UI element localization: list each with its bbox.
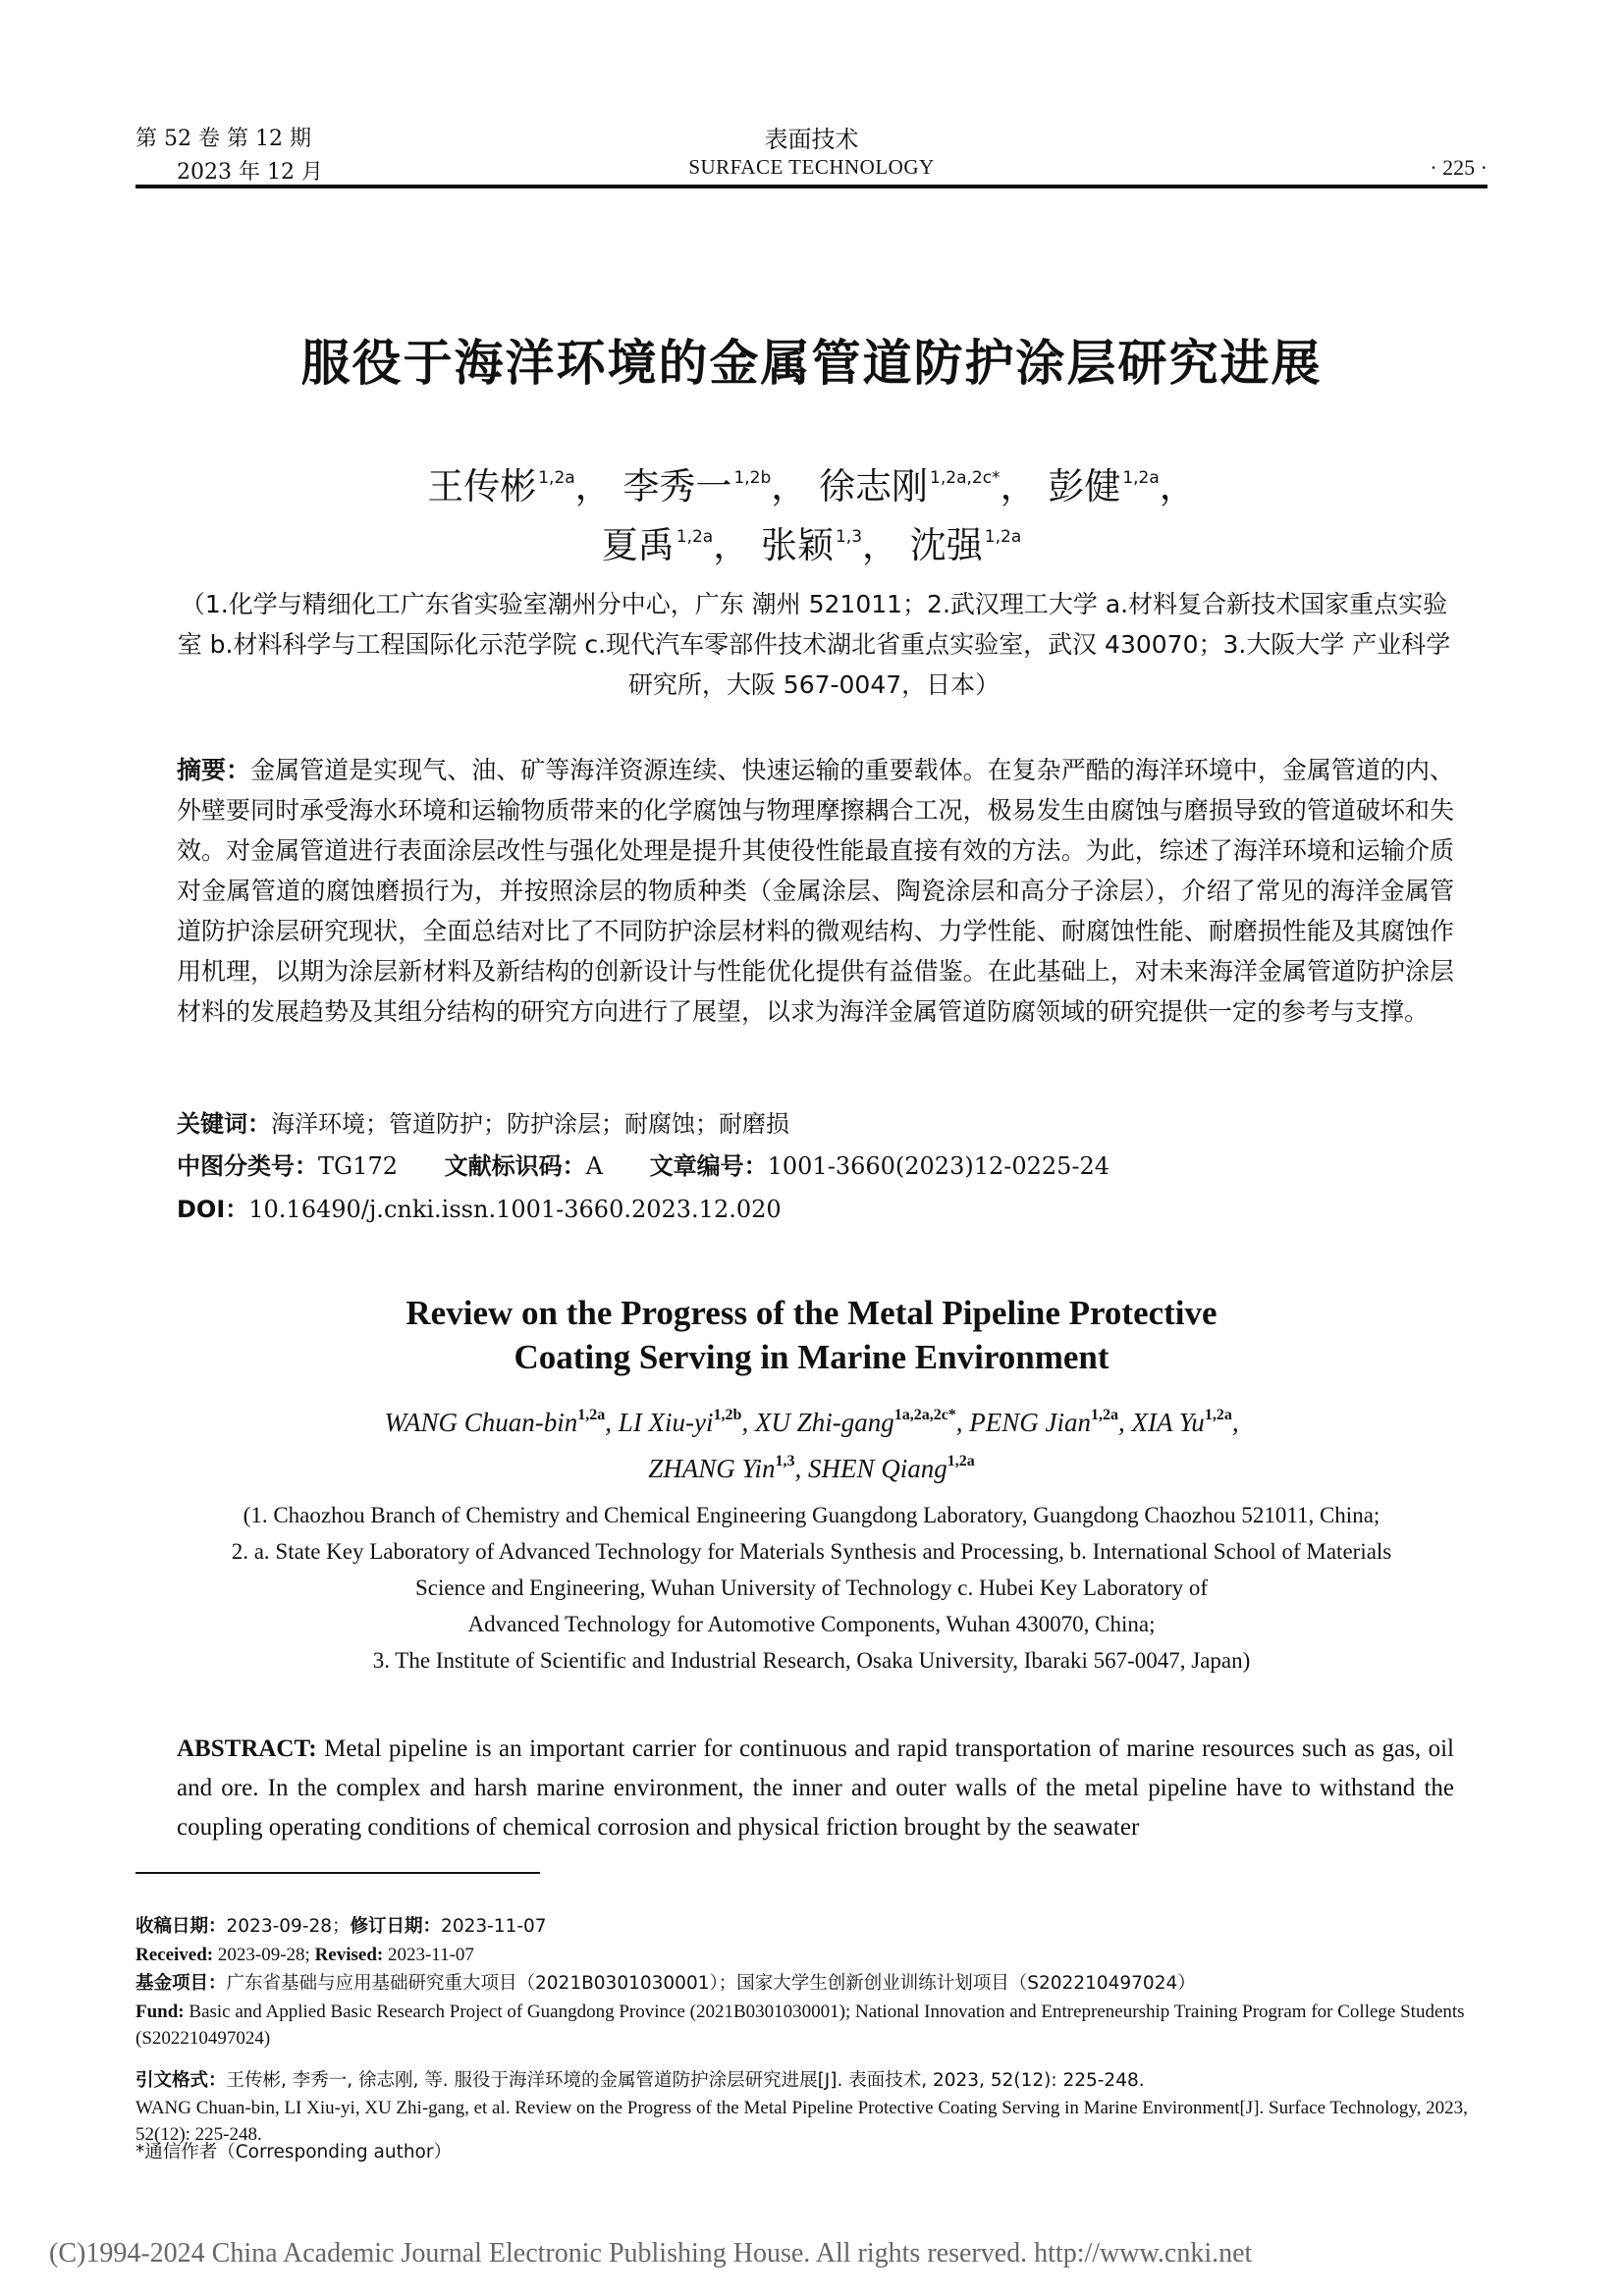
header-rule [135, 185, 1488, 188]
title-en [0, 1291, 1623, 1379]
authors-cn-line-1 [0, 456, 1623, 509]
author-sup: 1,2a [947, 1453, 975, 1469]
author-cn: 夏禹 [601, 524, 675, 566]
author-cn: 彭健 [1048, 465, 1121, 507]
doi-value: 10.16490/j.cnki.issn.1001-3660.2023.12.020 [248, 1196, 782, 1223]
author-sep: ， [771, 465, 808, 507]
footnote-citation-en: WANG Chuan-bin, LI Xiu-yi, XU Zhi-gang, et al. Review on the Progress of the Metal Pipeline Protective Coating Serving in Marine Environment[J]. Surface Technology, 2023, 52(12): 225-248. [135, 2098, 1468, 2145]
received-en-date: 2023-09-28; [213, 1945, 315, 1965]
affiliation-en-line: 3. The Institute of Scientific and Industrial Research, Osaka University, Ibaraki 567-0047, Japan) [372, 1648, 1251, 1673]
author-sep: ， [574, 465, 612, 507]
author-cn: 徐志刚 [819, 465, 929, 507]
author-sep: ， [862, 524, 899, 566]
authors-cn-line-2 [0, 515, 1623, 568]
article-number-label: 文章编号： [649, 1152, 768, 1180]
author-sep: , [741, 1408, 755, 1437]
author-sup: 1,2a,2c* [930, 468, 1001, 488]
author-en: LI Xiu-yi [618, 1408, 714, 1437]
title-cn: 服役于海洋环境的金属管道防护涂层研究进展 [300, 335, 1323, 392]
author-en: WANG Chuan-bin [384, 1408, 578, 1437]
author-en: PENG Jian [969, 1408, 1092, 1437]
title-en-line: Review on the Progress of the Metal Pipeline Protective [406, 1294, 1217, 1332]
author-en: XIA Yu [1131, 1408, 1205, 1437]
fund-en-label: Fund: [135, 2002, 185, 2022]
classification-line [177, 1147, 1454, 1181]
authors-en-line-1 [0, 1396, 1623, 1442]
footnote-citation-cn [135, 2067, 1488, 2094]
author-sup: 1,2a [1091, 1407, 1119, 1423]
author-sup: 1,2b [733, 468, 772, 488]
fund-cn-label: 基金项目： [135, 1973, 227, 1994]
page-number: · 225 · [1430, 155, 1488, 180]
author-en: ZHANG Yin [648, 1454, 776, 1483]
journal-name-cn: 表面技术 [764, 126, 859, 153]
affiliation-en-line: 2. a. State Key Laboratory of Advanced Technology for Materials Synthesis and Processing, b. International School of Materials [231, 1539, 1392, 1564]
author-sup: 1,2a [1122, 468, 1160, 488]
author-sup: 1,3 [775, 1453, 795, 1469]
footnote-received-en [135, 1942, 1488, 1968]
author-sup: 1,2a [577, 1407, 606, 1423]
footnote-corresponding-author: *通信作者（Corresponding author） [135, 2142, 452, 2163]
authors-en [0, 1396, 1623, 1488]
clc-label: 中图分类号： [177, 1152, 318, 1180]
author-sep: , [605, 1408, 619, 1437]
footnote-fund-en [135, 1999, 1488, 2052]
author-sup: 1,2a [538, 468, 575, 488]
authors-en-line-2 [0, 1442, 1623, 1488]
doi-label: DOI： [177, 1196, 249, 1223]
author-sup: 1,3 [835, 527, 863, 547]
fund-en-text: Basic and Applied Basic Research Project of Guangdong Province (2021B0301030001); National Innovation and Entrepreneurship Training Program for College Students (S202210497024) [135, 2002, 1465, 2049]
keywords-label: 关键词： [177, 1110, 271, 1138]
volume-issue: 第 52 卷 第 12 期 [135, 127, 311, 151]
article-number-value: 1001-3660(2023)12-0225-24 [767, 1152, 1110, 1180]
affiliation-en-line: (1. Chaozhou Branch of Chemistry and Chemical Engineering Guangdong Laboratory, Guangdong Chaozhou 521011, China; [243, 1503, 1380, 1527]
author-sup: 1,2b [713, 1407, 742, 1423]
author-cn: 李秀一 [622, 465, 732, 507]
footnote-received-cn [135, 1913, 1488, 1940]
journal-name-en: SURFACE TECHNOLOGY [688, 155, 935, 179]
received-cn-label: 收稿日期： [135, 1916, 227, 1937]
fund-cn-text: 广东省基础与应用基础研究重大项目（2021B0301030001）；国家大学生创新创业训练计划项目（S202210497024） [226, 1973, 1196, 1994]
running-header [135, 116, 1488, 185]
abstract-cn-text: 金属管道是实现气、油、矿等海洋资源连续、快速运输的重要载体。在复杂严酷的海洋环境中，金属管道的内、外壁要同时承受海水环境和运输物质带来的化学腐蚀与物理摩擦耦合工况，极易发生由腐蚀与磨损导致的管道破坏和失效。对金属管道进行表面涂层改性与强化处理是提升其使役性能最直接有效的方法。为此，综述了海洋环境和运输介质对金属管道的腐蚀磨损行为，并按照涂层的物质种类（金属涂层、陶瓷涂层和高分子涂层），介绍了常见的海洋金属管道防护涂层研究现状，全面总结对比了不同防护涂层材料的微观结构、力学性能、耐腐蚀性能、耐磨损性能及其腐蚀作用机理，以期为涂层新材料及新结构的创新设计与性能优化提供有益借鉴。在此基础上，对未来海洋金属管道防护涂层材料的发展趋势及其组分结构的研究方向进行了展望，以求为海洋金属管道防腐领域的研究提供一定的参考与支撑。 [177, 756, 1454, 1026]
copyright-watermark: (C)1994-2024 China Academic Journal Electronic Publishing House. All rights reserved. http://www.cnki.net [49, 2238, 1253, 2269]
author-cn: 沈强 [909, 524, 983, 566]
author-sup: 1,2a [984, 527, 1022, 547]
revised-cn-date: 2023-11-07 [441, 1916, 547, 1937]
affiliation-cn: （1.化学与精细化工广东省实验室潮州分中心，广东 潮州 521011；2.武汉理工大学 a.材料复合新技术国家重点实验室 b.材料科学与工程国际化示范学院 c.现代汽车零部件技术湖北省重点实验室，武汉 430070；3.大阪大学 产业科学研究所，大阪 567-0047，日本） [177, 590, 1451, 699]
author-sup: 1a,2a,2c* [893, 1407, 956, 1423]
doi-line [177, 1190, 1454, 1224]
affiliation-en-line: Advanced Technology for Automotive Components, Wuhan 430070, China; [467, 1612, 1156, 1636]
revised-cn-label: 修订日期： [350, 1916, 442, 1937]
clc-value: TG172 [318, 1152, 398, 1180]
author-sup: 1,2a [676, 527, 714, 547]
affiliation-en-line: Science and Engineering, Wuhan University of Technology c. Hubei Key Laboratory of [414, 1575, 1209, 1600]
doc-code-label: 文献标识码： [444, 1152, 586, 1180]
abstract-cn [177, 750, 1454, 1032]
author-cn: 王传彬 [427, 465, 537, 507]
abstract-en-label: ABSTRACT: [177, 1735, 317, 1762]
author-sep: , [794, 1454, 809, 1483]
doc-code-value: A [585, 1152, 603, 1180]
footnote-fund-cn [135, 1970, 1488, 1997]
author-en: XU Zhi-gang [754, 1408, 894, 1437]
abstract-cn-label: 摘要： [177, 756, 251, 784]
issue-date: 2023 年 12 月 [177, 160, 323, 185]
affiliation-en [167, 1497, 1456, 1679]
author-sep: , [955, 1408, 970, 1437]
author-en: SHEN Qiang [808, 1454, 947, 1483]
author-sep: , [1118, 1408, 1132, 1437]
footnote-rule [135, 1872, 540, 1874]
author-sup: 1,2a [1204, 1407, 1232, 1423]
author-sep: , [1231, 1408, 1239, 1437]
revised-en-label: Revised: [314, 1945, 384, 1965]
received-en-label: Received: [135, 1945, 214, 1965]
citation-cn-label: 引文格式： [135, 2070, 227, 2091]
abstract-en-text: Metal pipeline is an important carrier for continuous and rapid transportation of marine resources such as gas, oil and ore. In the complex and harsh marine environment, the inner and outer walls of the metal pipeline have to withstand the coupling operating conditions of chemical corrosion and physical friction brought by the seawater [177, 1735, 1454, 1841]
author-sep: ， [713, 524, 750, 566]
abstract-en [177, 1730, 1454, 1847]
author-sep: ， [1000, 465, 1037, 507]
title-en-line: Coating Serving in Marine Environment [514, 1338, 1109, 1376]
citation-cn-text: 王传彬, 李秀一, 徐志刚, 等. 服役于海洋环境的金属管道防护涂层研究进展[J]. 表面技术, 2023, 52(12): 225-248. [226, 2070, 1145, 2091]
revised-en-date: 2023-11-07 [383, 1945, 474, 1965]
author-cn: 张颖 [760, 524, 834, 566]
received-cn-date: 2023-09-28； [226, 1916, 351, 1937]
keywords-text: 海洋环境；管道防护；防护涂层；耐腐蚀；耐磨损 [271, 1110, 789, 1138]
author-sep: ， [1159, 465, 1196, 507]
keywords-cn [177, 1104, 1454, 1139]
